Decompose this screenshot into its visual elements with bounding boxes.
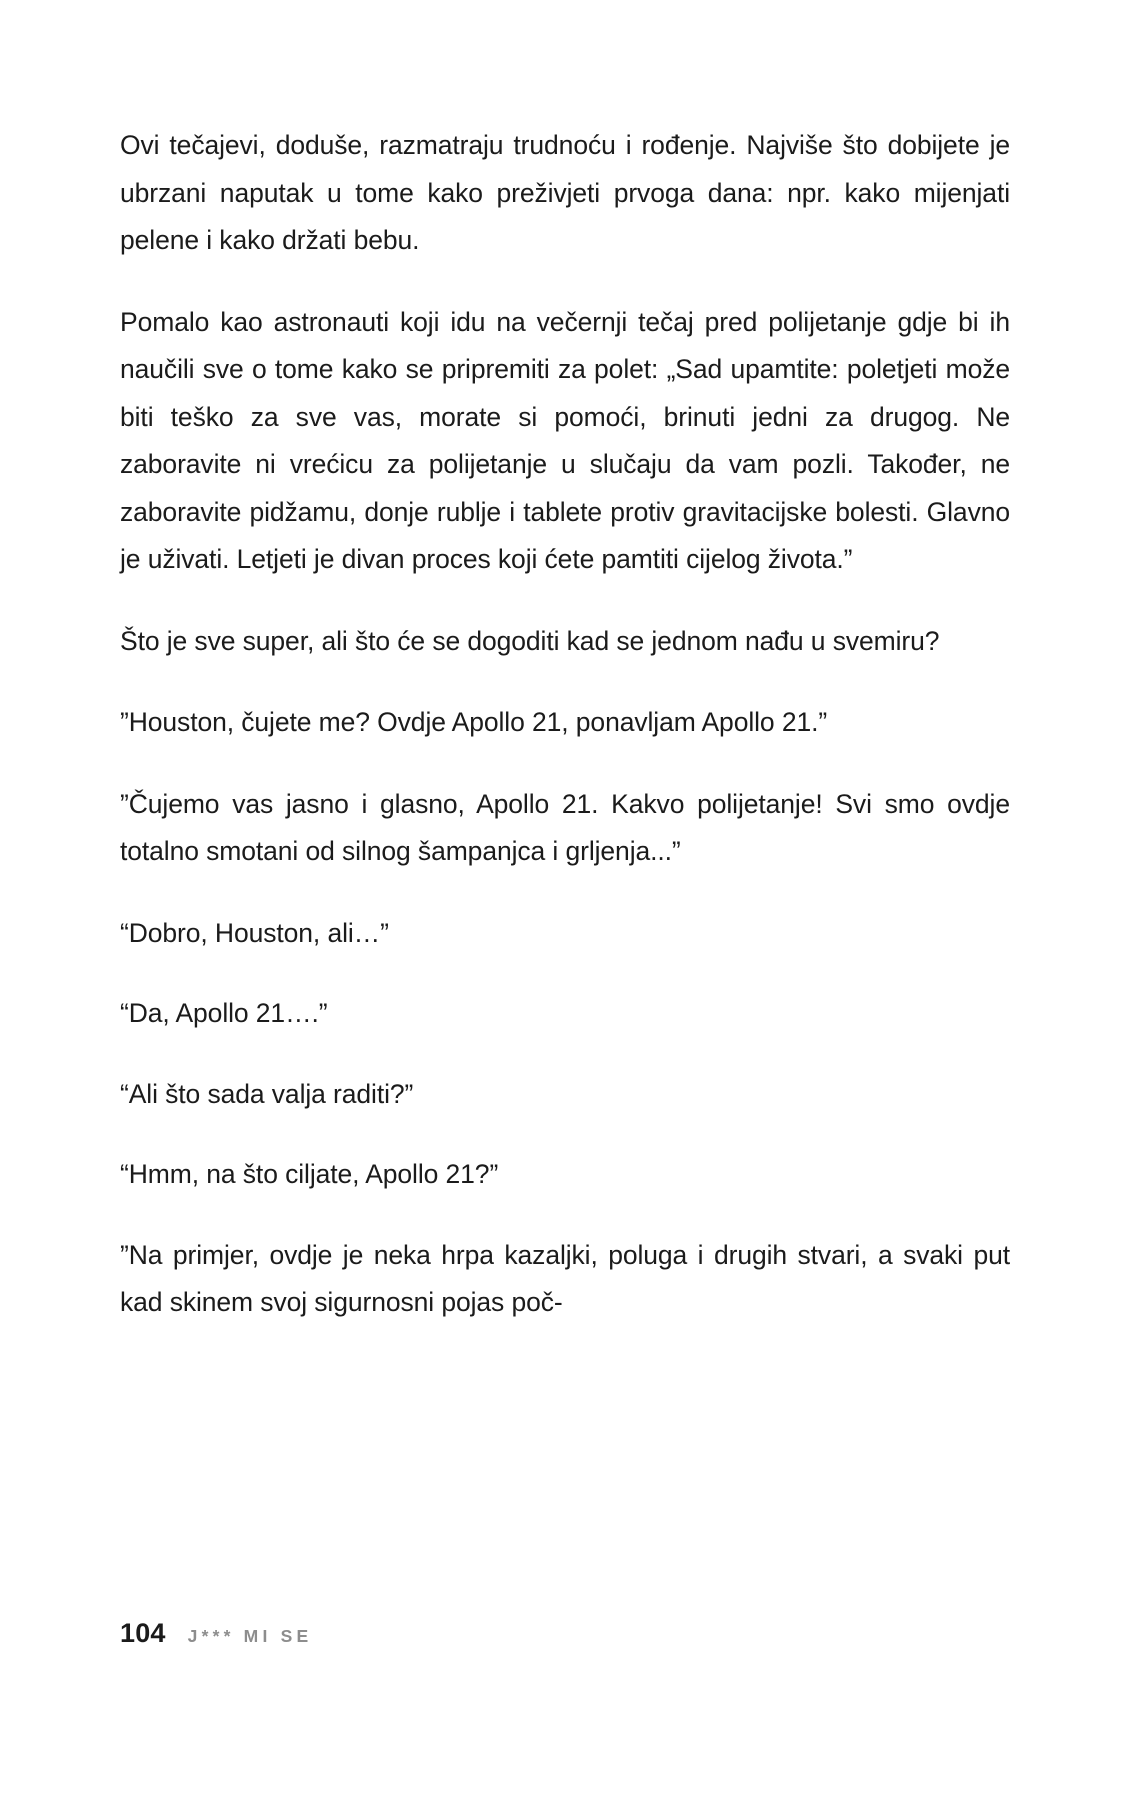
paragraph: “Hmm, na što ciljate, Apollo 21?” <box>120 1159 499 1189</box>
paragraph: ”Na primjer, ovdje je neka hrpa kazaljki, poluga i drugih stvari, a svaki put kad skinem svoj sigurnosni pojas poč- <box>120 1239 1010 1317</box>
body-text-block <box>120 122 1010 1361</box>
paragraph: ”Houston, čujete me? Ovdje Apollo 21, ponavljam Apollo 21.” <box>120 707 828 737</box>
running-head: J*** MI SE <box>187 1626 313 1646</box>
paragraph: “Da, Apollo 21….” <box>120 998 328 1028</box>
paragraph: “Ali što sada valja raditi?” <box>120 1078 414 1109</box>
paragraph: Pomalo kao astronauti koji idu na večernji tečaj pred polijetanje gdje bi ih naučili sve o tome kako se pripremiti za polet: „Sad upamtite: poletjeti može biti teško za sve vas, morate si pomoći, brinuti jedni za drugog. Ne zaboravite ni vrećicu za polijetanje u slučaju da vam pozli. Također, ne zaboravite pidžamu, donje rublje i tablete protiv gravitacijske bolesti. Glavno je uživati. Letjeti je divan proces koji ćete pamtiti cijelog života.” <box>120 306 1010 574</box>
paragraph: “Dobro, Houston, ali…” <box>120 917 389 948</box>
page-number: 104 <box>120 1618 166 1648</box>
paragraph: Ovi tečajevi, doduše, razmatraju trudnoću i rođenje. Najviše što dobijete je ubrzani naputak u tome kako preživjeti prvoga dana: npr. kako mijenjati pelene i kako držati bebu. <box>120 130 1010 255</box>
paragraph: ”Čujemo vas jasno i glasno, Apollo 21. Kakvo polijetanje! Svi smo ovdje totalno smotani od silnog šampanjca i grljenja...” <box>120 788 1010 866</box>
paragraph: Što je sve super, ali što će se dogoditi kad se jednom nađu u svemiru? <box>120 625 940 656</box>
page-footer <box>120 1618 1010 1649</box>
